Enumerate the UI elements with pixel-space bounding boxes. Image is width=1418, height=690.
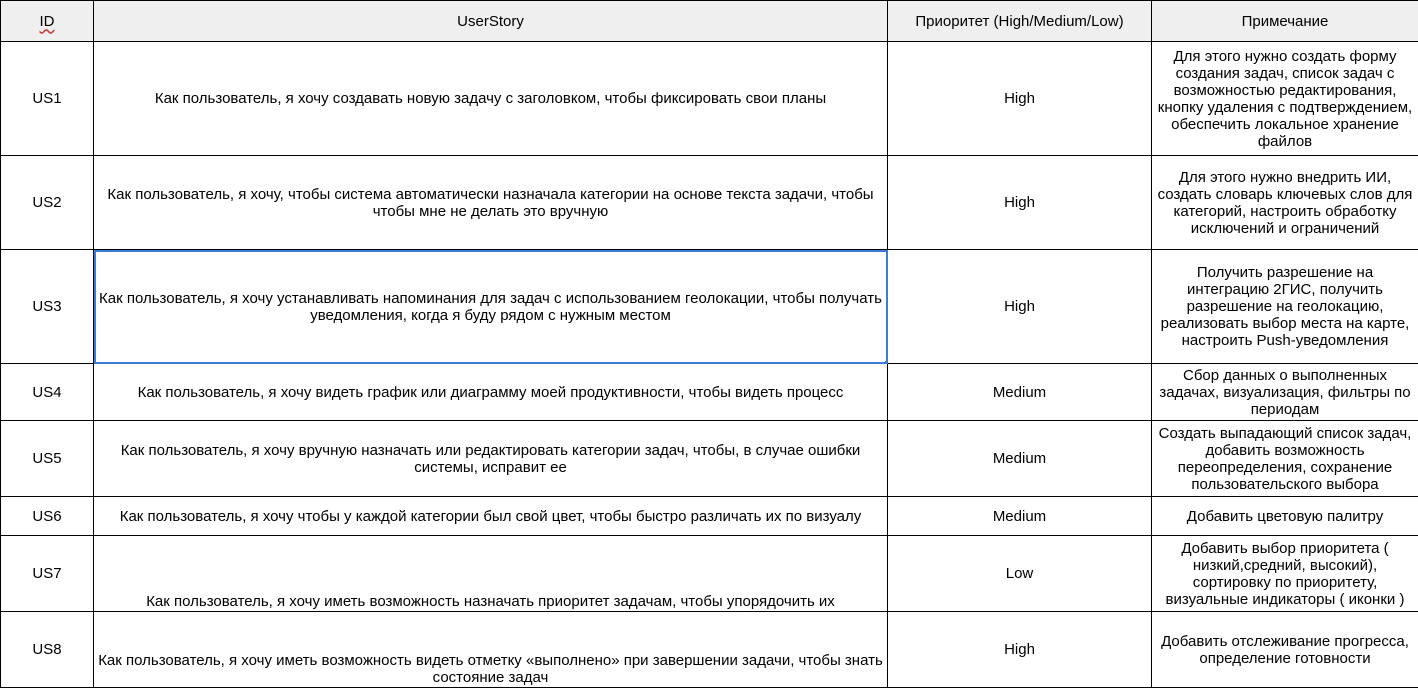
cell-priority[interactable]: Medium [888, 421, 1152, 497]
table-row [1, 421, 1418, 497]
cell-id[interactable]: US4 [1, 364, 94, 421]
cell-note[interactable]: Получить разрешение на интеграцию 2ГИС, получить разрешение на геолокацию, реализовать выбор места на карте, настроить Push-уведомления [1152, 250, 1418, 364]
cell-priority[interactable]: Low [888, 536, 1152, 612]
cell-note[interactable]: Для этого нужно создать форму создания задач, список задач с возможностью редактирования, кнопку удаления с подтверждением, обеспечить локальное хранение файлов [1152, 42, 1418, 156]
header-id[interactable]: ID [1, 1, 94, 42]
header-note[interactable]: Примечание [1152, 1, 1418, 42]
cell-text: Как пользователь, я хочу устанавливать напоминания для задач с использованием геолокации, чтобы получать уведомления, когда я буду рядом с нужным местом [99, 289, 882, 324]
cell-story[interactable]: Как пользователь, я хочу чтобы у каждой категории был свой цвет, чтобы быстро различать их по визуалу [94, 497, 888, 536]
cell-priority[interactable]: Medium [888, 364, 1152, 421]
cell-note[interactable]: Добавить цветовую палитру [1152, 497, 1418, 536]
cell-note[interactable]: Добавить отслеживание прогресса, определение готовности [1152, 612, 1418, 688]
table-row [1, 250, 1418, 364]
cell-story[interactable]: Как пользователь, я хочу создавать новую задачу с заголовком, чтобы фиксировать свои планы [94, 42, 888, 156]
header-userstory[interactable]: UserStory [94, 1, 888, 42]
cell-note[interactable]: Создать выпадающий список задач, добавить возможность переопределения, сохранение пользовательского выбора [1152, 421, 1418, 497]
cell-story[interactable]: Как пользователь, я хочу иметь возможность назначать приоритет задачам, чтобы упорядочить их [94, 536, 888, 612]
table-row [1, 612, 1418, 688]
fill-handle[interactable] [885, 361, 888, 364]
header-priority[interactable]: Приоритет (High/Medium/Low) [888, 1, 1152, 42]
cell-id[interactable]: US5 [1, 421, 94, 497]
table-row [1, 497, 1418, 536]
cell-note[interactable]: Добавить выбор приоритета ( низкий,средний, высокий), сортировку по приоритету, визуальные индикаторы ( иконки ) [1152, 536, 1418, 612]
cell-id[interactable]: US7 [1, 536, 94, 612]
cell-priority[interactable]: High [888, 156, 1152, 250]
cell-note[interactable]: Для этого нужно внедрить ИИ, создать словарь ключевых слов для категорий, настроить обработку исключений и ограничений [1152, 156, 1418, 250]
cell-story[interactable]: Как пользователь, я хочу видеть график или диаграмму моей продуктивности, чтобы видеть процесс [94, 364, 888, 421]
cell-id[interactable]: US1 [1, 42, 94, 156]
table-row [1, 364, 1418, 421]
cell-id[interactable]: US6 [1, 497, 94, 536]
table-row [1, 156, 1418, 250]
table-row [1, 536, 1418, 612]
cell-priority[interactable]: Medium [888, 497, 1152, 536]
cell-id[interactable]: US8 [1, 612, 94, 688]
header-row [1, 1, 1418, 42]
cell-story-selected[interactable] [94, 250, 888, 364]
cell-story[interactable]: Как пользователь, я хочу, чтобы система автоматически назначала категории на основе текста задачи, чтобы чтобы мне не делать это вручную [94, 156, 888, 250]
cell-id[interactable]: US2 [1, 156, 94, 250]
cell-priority[interactable]: High [888, 42, 1152, 156]
cell-story[interactable]: Как пользователь, я хочу вручную назначать или редактировать категории задач, чтобы, в случае ошибки системы, исправит ее [94, 421, 888, 497]
cell-story[interactable]: Как пользователь, я хочу иметь возможность видеть отметку «выполнено» при завершении задачи, чтобы знать состояние задач [94, 612, 888, 688]
cell-id[interactable]: US3 [1, 250, 94, 364]
cell-priority[interactable]: High [888, 612, 1152, 688]
cell-note[interactable]: Сбор данных о выполненных задачах, визуализация, фильтры по периодам [1152, 364, 1418, 421]
cell-priority[interactable]: High [888, 250, 1152, 364]
table-row [1, 42, 1418, 156]
